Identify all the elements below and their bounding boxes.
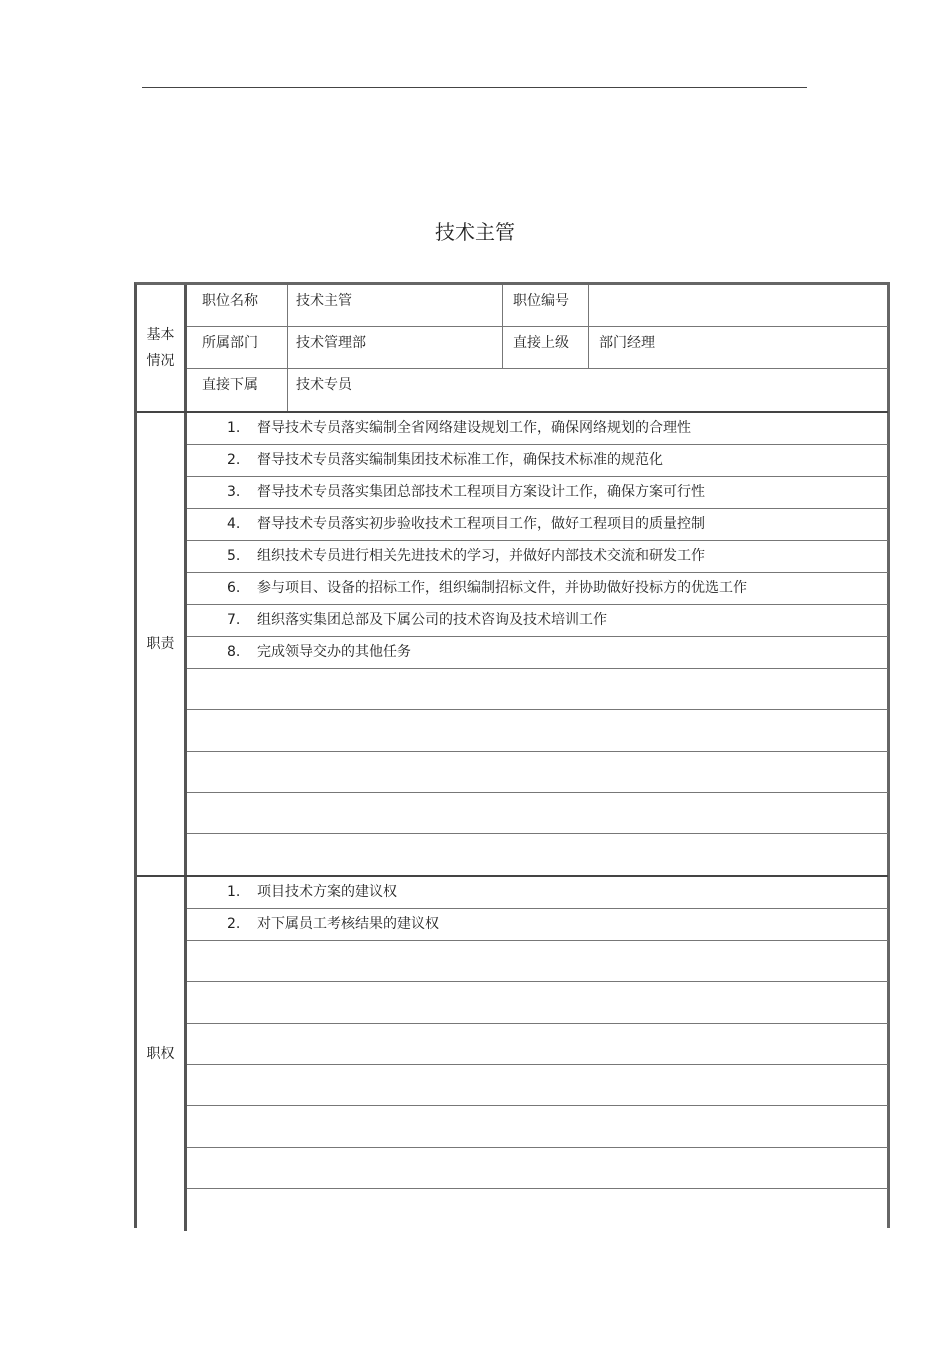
authority-section: [137, 877, 888, 1231]
duty-item-number: 7.: [227, 612, 241, 628]
authority-item: [187, 877, 888, 909]
duty-item-number: 1.: [227, 420, 241, 436]
document-title: 技术主管: [435, 220, 515, 244]
duty-item: [187, 541, 888, 573]
empty-row: [187, 1148, 888, 1189]
basic-info-section: [137, 285, 888, 411]
duties-body: [187, 413, 888, 875]
duty-item-number: 3.: [227, 484, 241, 500]
empty-row: [187, 793, 888, 834]
empty-row: [187, 982, 888, 1024]
authority-item-text: 对下属员工考核结果的建议权: [257, 916, 439, 932]
basic-row-2: [187, 327, 888, 369]
authority-item-number: 2.: [227, 916, 241, 932]
superior-label: 直接上级: [502, 327, 588, 368]
duty-item: [187, 573, 888, 605]
duty-item-number: 6.: [227, 580, 241, 596]
duty-item-text: 参与项目、设备的招标工作，组织编制招标文件，并协助做好投标方的优选工作: [257, 580, 747, 596]
position-code-value: [588, 285, 888, 326]
subordinate-value: 技术专员: [287, 369, 888, 411]
duty-item-text: 完成领导交办的其他任务: [257, 644, 411, 660]
empty-row: [187, 710, 888, 752]
duty-item-text: 督导技术专员落实初步验收技术工程项目工作，做好工程项目的质量控制: [257, 516, 705, 532]
duty-item-text: 组织落实集团总部及下属公司的技术咨询及技术培训工作: [257, 612, 607, 628]
authority-item-text: 项目技术方案的建议权: [257, 884, 397, 900]
duty-item: [187, 637, 888, 669]
empty-row: [187, 1106, 888, 1148]
basic-row-1: [187, 285, 888, 327]
duty-item: [187, 445, 888, 477]
duties-section: [137, 413, 888, 875]
position-name-label: 职位名称: [202, 293, 258, 309]
job-description-form: [134, 282, 890, 1228]
basic-row-3: [187, 369, 888, 411]
empty-row: [187, 752, 888, 793]
duty-item-text: 督导技术专员落实编制集团技术标准工作，确保技术标准的规范化: [257, 452, 663, 468]
department-value: 技术管理部: [287, 327, 502, 368]
duty-item-text: 督导技术专员落实编制全省网络建设规划工作，确保网络规划的合理性: [257, 420, 691, 436]
duty-item-number: 8.: [227, 644, 241, 660]
empty-row: [187, 1189, 888, 1231]
authority-item-number: 1.: [227, 884, 241, 900]
duty-item-text: 督导技术专员落实集团总部技术工程项目方案设计工作，确保方案可行性: [257, 484, 705, 500]
superior-value: 部门经理: [588, 327, 888, 368]
header-rule: [142, 87, 807, 88]
empty-row: [187, 1065, 888, 1106]
duty-item: [187, 413, 888, 445]
duty-item-number: 4.: [227, 516, 241, 532]
authority-body: [187, 877, 888, 1231]
position-name-value: 技术主管: [287, 285, 502, 326]
duty-item-number: 5.: [227, 548, 241, 564]
subordinate-label: 直接下属: [202, 377, 258, 393]
basic-info-body: [187, 285, 888, 411]
authority-item: [187, 909, 888, 941]
department-label: 所属部门: [202, 335, 258, 351]
empty-row: [187, 834, 888, 875]
basic-info-label: 基本 情况: [137, 285, 187, 411]
duty-item: [187, 509, 888, 541]
duty-item-text: 组织技术专员进行相关先进技术的学习，并做好内部技术交流和研发工作: [257, 548, 705, 564]
empty-row: [187, 1024, 888, 1065]
position-code-label: 职位编号: [502, 285, 588, 326]
duty-item-number: 2.: [227, 452, 241, 468]
duties-label: 职责: [137, 413, 187, 875]
empty-row: [187, 941, 888, 982]
authority-label: 职权: [137, 877, 187, 1231]
duty-item: [187, 477, 888, 509]
duty-item: [187, 605, 888, 637]
empty-row: [187, 669, 888, 710]
